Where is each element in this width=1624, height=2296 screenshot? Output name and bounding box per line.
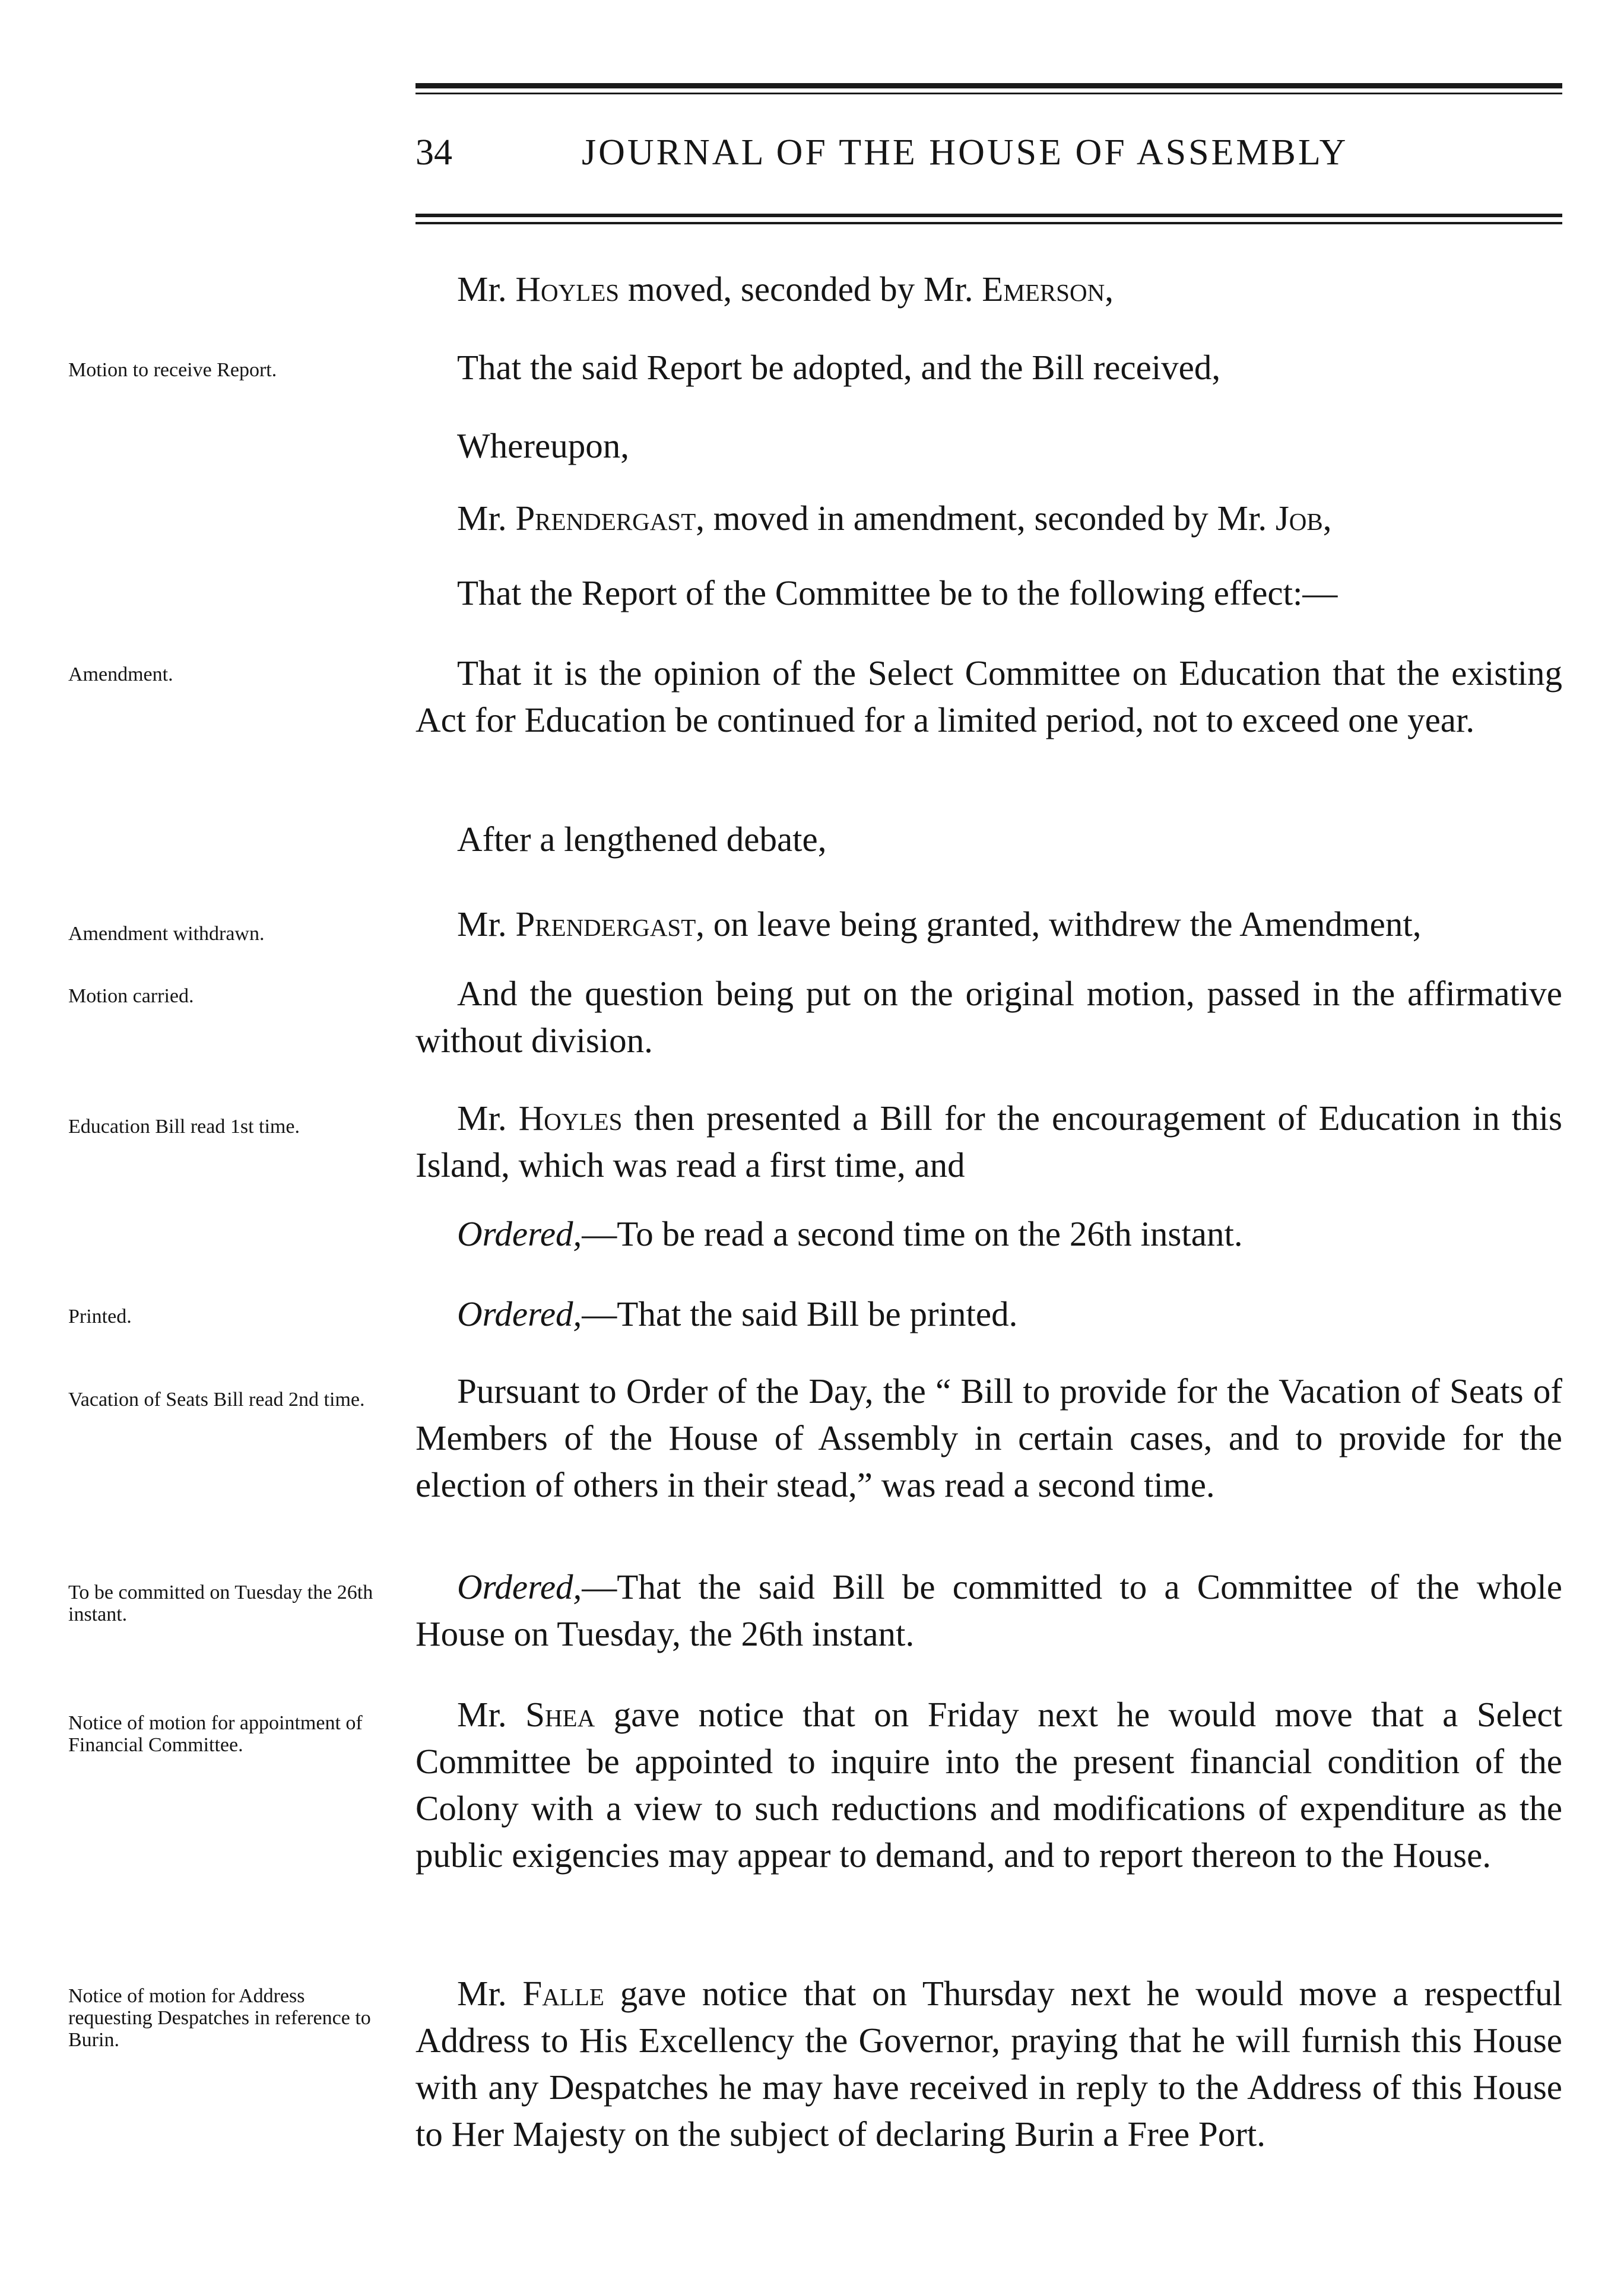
margin-note-amendment: Amendment. <box>68 663 173 685</box>
paragraph-shea-notice: Mr. Shea gave notice that on Friday next he would move that a Select Committee be appointed to inquire into the present financial condition of the Colony with a view to such reductions and modifications of expenditure as the public exigencies may appear to demand, and to report thereon to the House. <box>415 1695 1562 1875</box>
paragraph-ordered-second-reading: Ordered,—To be read a second time on the 26th instant. <box>457 1214 1243 1253</box>
margin-note-printed: Printed. <box>68 1306 132 1328</box>
member-name: Hoyles <box>518 1098 623 1138</box>
paragraph-lengthened-debate: After a lengthened debate, <box>457 820 827 859</box>
paragraph-amendment-withdrawn: Mr. Prendergast, on leave being granted, withdrew the Amendment, <box>457 904 1422 944</box>
paragraph-whereupon: Whereupon, <box>457 426 629 465</box>
member-name: Hoyles <box>515 269 620 309</box>
paragraph-ordered-committed: Ordered,—That the said Bill be committed to a Committee of the whole House on Tuesday, the 26th instant. <box>415 1567 1562 1653</box>
margin-note-burin-address: Notice of motion for Address requesting Despatches in reference to Burin. <box>68 1985 371 2051</box>
header-rule-thin <box>415 222 1562 224</box>
member-name: Emerson <box>982 269 1105 309</box>
paragraph-question-put: And the question being put on the original motion, passed in the affirmative without division. <box>415 974 1562 1060</box>
paragraph-hoyles-moved: Mr. Hoyles moved, seconded by Mr. Emerson, <box>457 269 1114 309</box>
header-rule-thick <box>415 214 1562 217</box>
margin-note-education-bill-first: Education Bill read 1st time. <box>68 1116 300 1138</box>
paragraph-prendergast-amendment: Mr. Prendergast, moved in amendment, seconded by Mr. Job, <box>457 498 1332 538</box>
paragraph-report-adopted: That the said Report be adopted, and the Bill received, <box>457 348 1221 387</box>
paragraph-vacation-seats-bill: Pursuant to Order of the Day, the “ Bill to provide for the Vacation of Seats of Members of the House of Assembly in certain cases, and to provide for the election of others in their stead,” was read a second time. <box>415 1371 1562 1504</box>
paragraph-report-effect: That the Report of the Committee be to the following effect:— <box>457 573 1338 612</box>
margin-note-amendment-withdrawn: Amendment withdrawn. <box>68 923 265 945</box>
member-name: Shea <box>525 1695 595 1734</box>
margin-note-motion-carried: Motion carried. <box>68 985 194 1007</box>
paragraph-falle-notice: Mr. Falle gave notice that on Thursday next he would move a respectful Address to His Excellency the Governor, praying that he will furnish this House with any Despatches he may have received in reply to the Address of this House to Her Majesty on the subject of declaring Burin a Free Port. <box>415 1974 1562 2154</box>
margin-note-motion-receive-report: Motion to receive Report. <box>68 359 277 381</box>
paragraph-ordered-printed: Ordered,—That the said Bill be printed. <box>457 1294 1018 1333</box>
member-name: Prendergast <box>515 498 696 538</box>
running-header <box>415 126 1562 185</box>
member-name: Prendergast <box>515 904 696 944</box>
member-name: Falle <box>522 1974 604 2013</box>
margin-note-committed-tuesday: To be committed on Tuesday the 26th instant. <box>68 1582 373 1625</box>
margin-note-vacation-seats-bill: Vacation of Seats Bill read 2nd time. <box>68 1389 365 1411</box>
running-title: JOURNAL OF THE HOUSE OF ASSEMBLY <box>582 132 1349 173</box>
top-rule-thick <box>415 83 1562 88</box>
top-rule-thin <box>415 93 1562 94</box>
paragraph-select-committee-opinion: That it is the opinion of the Select Committee on Education that the existing Act for Education be continued for a limited period, not to exceed one year. <box>415 653 1562 739</box>
margin-note-financial-committee: Notice of motion for appointment of Financial Committee. <box>68 1712 363 1756</box>
member-name: Job <box>1275 498 1323 538</box>
page-number: 34 <box>415 132 452 173</box>
paragraph-education-bill-presented: Mr. Hoyles then presented a Bill for the encouragement of Education in this Island, which was read a first time, and <box>415 1098 1562 1184</box>
